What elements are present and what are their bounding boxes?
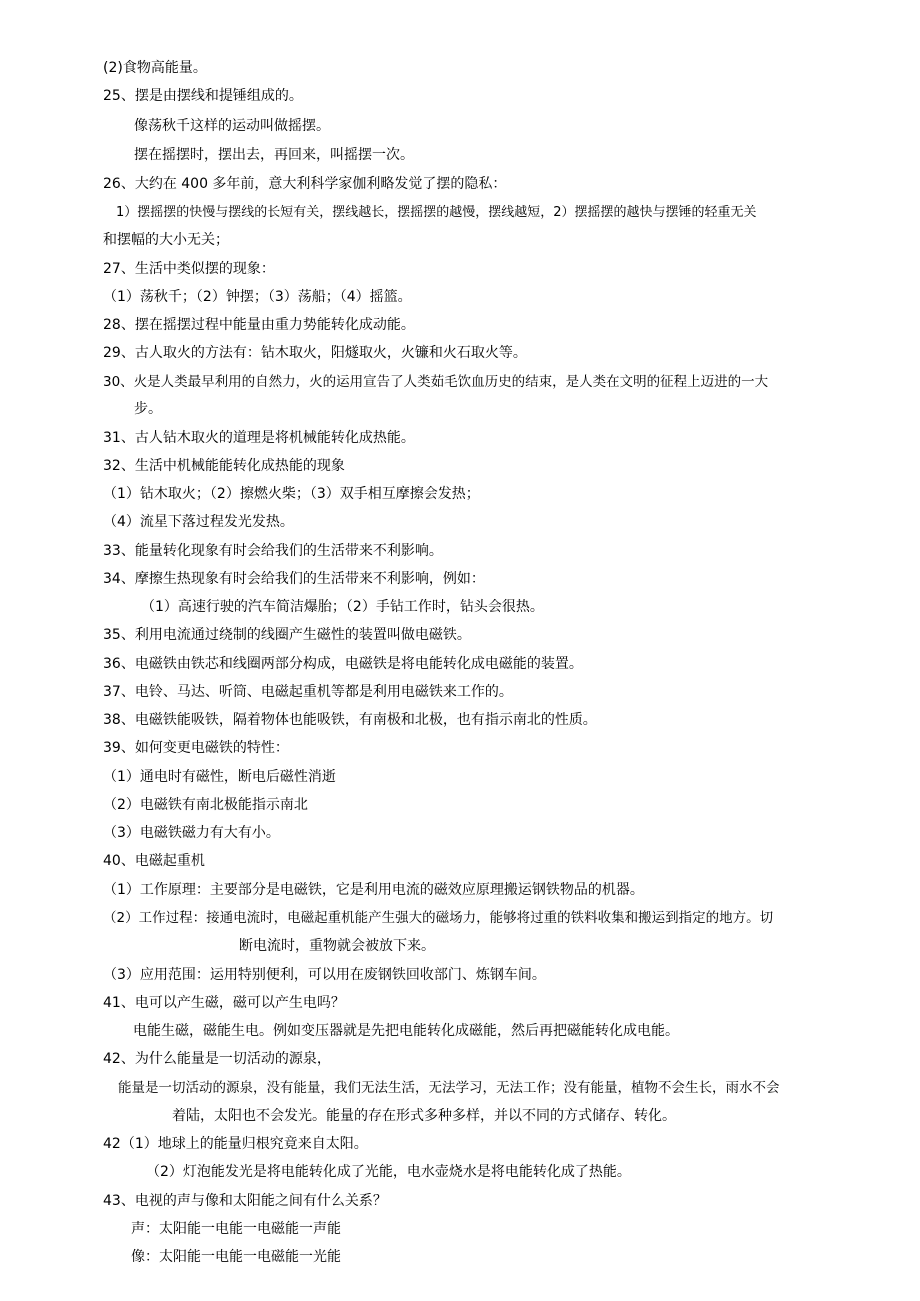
text-line: 28、摆在摇摆过程中能量由重力势能转化成动能。 xyxy=(103,317,415,333)
text-line: 30、火是人类最早利用的自然力，火的运用宣告了人类茹毛饮血历史的结束，是人类在文明的征程上迈进的一大 xyxy=(103,374,769,390)
text-line: 37、电铃、马达、听筒、电磁起重机等都是利用电磁铁来工作的。 xyxy=(103,684,513,700)
text-line: 29、古人取火的方法有：钻木取火，阳燧取火，火镰和火石取火等。 xyxy=(103,345,527,361)
text-line: 34、摩擦生热现象有时会给我们的生活带来不利影响，例如： xyxy=(103,571,485,587)
text-line: (2)食物高能量。 xyxy=(103,60,207,76)
text-line: （1）通电时有磁性，断电后磁性消逝 xyxy=(103,769,336,785)
text-line: 着陆，太阳也不会发光。能量的存在形式多种多样，并以不同的方式储存、转化。 xyxy=(172,1108,676,1124)
text-line: 43、电视的声与像和太阳能之间有什么关系？ xyxy=(103,1193,387,1209)
text-line: （1）荡秋千；（2）钟摆；（3）荡船；（4）摇篮。 xyxy=(103,289,412,305)
text-line: 26、大约在 400 多年前，意大利科学家伽利略发觉了摆的隐私： xyxy=(103,176,507,192)
text-line: （4）流星下落过程发光发热。 xyxy=(103,514,294,530)
text-line: 像荡秋千这样的运动叫做摇摆。 xyxy=(134,118,330,134)
text-line: 40、电磁起重机 xyxy=(103,853,205,869)
text-line: 1）摆摇摆的快慢与摆线的长短有关，摆线越长，摆摇摆的越慢，摆线越短，2）摆摇摆的越快与摆锤的轻重无关 xyxy=(116,205,757,220)
text-line: 和摆幅的大小无关； xyxy=(103,232,229,248)
text-line: 36、电磁铁由铁芯和线圈两部分构成，电磁铁是将电能转化成电磁能的装置。 xyxy=(103,656,583,672)
text-line: （2）电磁铁有南北极能指示南北 xyxy=(103,797,308,813)
text-line: 像：太阳能一电能一电磁能一光能 xyxy=(131,1249,341,1265)
text-line: 27、生活中类似摆的现象： xyxy=(103,261,275,277)
text-line: 摆在摇摆时，摆出去，再回来，叫摇摆一次。 xyxy=(134,147,414,163)
text-line: 41、电可以产生磁，磁可以产生电吗？ xyxy=(103,995,345,1011)
text-line: 33、能量转化现象有时会给我们的生活带来不利影响。 xyxy=(103,543,443,559)
text-line: （1）钻木取火；（2）擦燃火柴；（3）双手相互摩擦会发热； xyxy=(103,486,480,502)
text-line: （2）灯泡能发光是将电能转化成了光能，电水壶烧水是将电能转化成了热能。 xyxy=(146,1164,631,1180)
text-line: 断电流时，重物就会被放下来。 xyxy=(239,938,435,954)
text-line: 25、摆是由摆线和提锤组成的。 xyxy=(103,88,303,104)
text-line: 35、利用电流通过绕制的线圈产生磁性的装置叫做电磁铁。 xyxy=(103,627,471,643)
text-line: 能量是一切活动的源泉，没有能量，我们无法生活，无法学习，无法工作；没有能量，植物不会生长，雨水不会 xyxy=(118,1080,780,1096)
text-line: 步。 xyxy=(134,401,162,417)
text-line: 42（1）地球上的能量归根究竟来自太阳。 xyxy=(103,1136,368,1152)
text-line: 42、为什么能量是一切活动的源泉， xyxy=(103,1051,331,1067)
text-line: 31、古人钻木取火的道理是将机械能转化成热能。 xyxy=(103,430,415,446)
text-line: 38、电磁铁能吸铁，隔着物体也能吸铁，有南极和北极，也有指示南北的性质。 xyxy=(103,712,597,728)
text-line: 电能生磁，磁能生电。例如变压器就是先把电能转化成磁能，然后再把磁能转化成电能。 xyxy=(133,1023,679,1039)
text-line: （2）工作过程：接通电流时，电磁起重机能产生强大的磁场力，能够将过重的铁料收集和搬运到指定的地方。切 xyxy=(103,910,774,926)
text-line: （1）工作原理：主要部分是电磁铁，它是利用电流的磁效应原理搬运钢铁物品的机器。 xyxy=(103,882,644,898)
text-line: （3）电磁铁磁力有大有小。 xyxy=(103,825,280,841)
text-line: 32、生活中机械能能转化成热能的现象 xyxy=(103,458,345,474)
text-line: （3）应用范围：运用特别便利，可以用在废钢铁回收部门、炼钢车间。 xyxy=(103,967,546,983)
text-line: 39、如何变更电磁铁的特性： xyxy=(103,740,289,756)
text-line: （1）高速行驶的汽车简洁爆胎；（2）手钻工作时，钻头会很热。 xyxy=(141,599,544,615)
text-line: 声：太阳能一电能一电磁能一声能 xyxy=(131,1221,341,1237)
